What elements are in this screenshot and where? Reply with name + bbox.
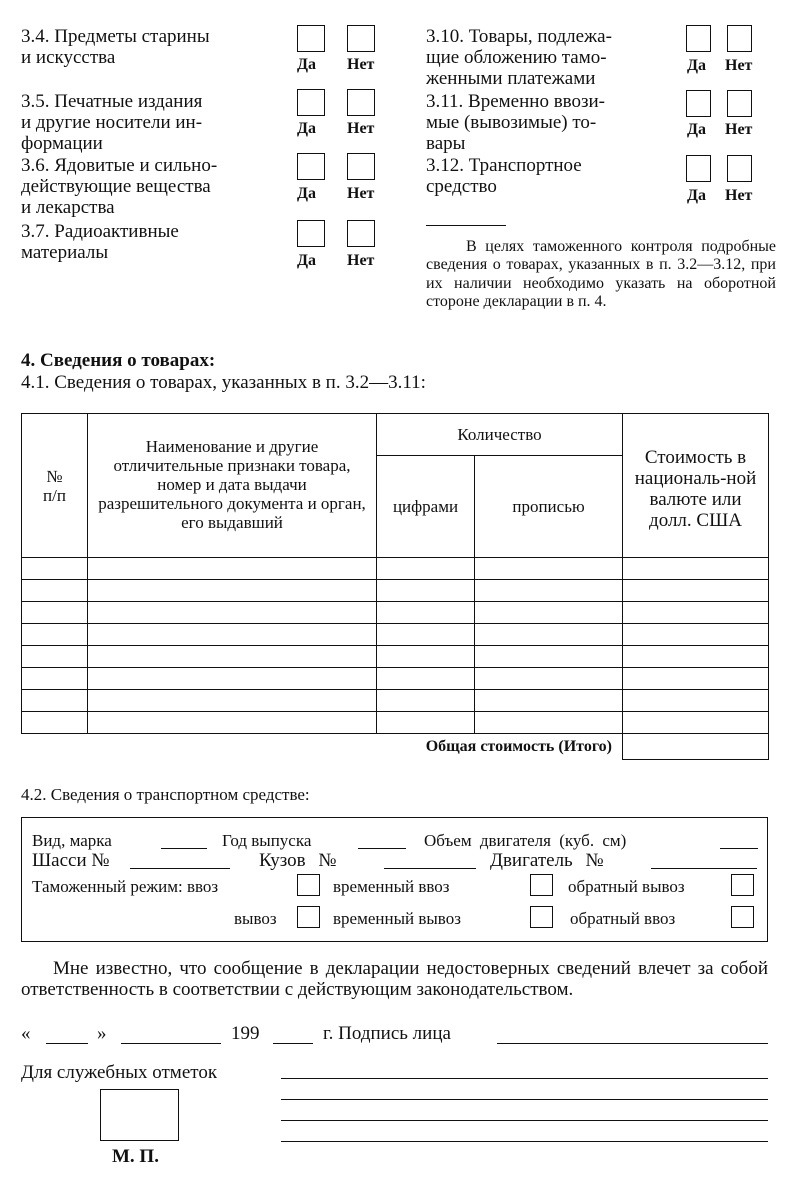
table-row (22, 580, 769, 602)
vehicle-box (21, 817, 768, 942)
yes-label: Да (687, 187, 707, 204)
re-import-label: обратный ввоз (570, 909, 676, 928)
vehicle-volume-label: Объем двигателя (куб. см) (424, 831, 627, 850)
item-3-7-yes-checkbox[interactable] (297, 220, 325, 247)
table-row (22, 558, 769, 580)
vehicle-chassis-label: Шасси № (32, 850, 110, 871)
yes-label: Да (687, 57, 707, 74)
item-3-5-yes-checkbox[interactable] (297, 89, 325, 116)
date-open-quote: « (21, 1023, 31, 1044)
item-3-11-no-checkbox[interactable] (727, 90, 752, 117)
vehicle-chassis-field[interactable] (130, 868, 230, 869)
table-cell[interactable] (623, 646, 769, 668)
table-cell[interactable] (88, 646, 377, 668)
item-3-5-no-checkbox[interactable] (347, 89, 375, 116)
table-cell[interactable] (88, 712, 377, 734)
signature-field[interactable] (497, 1043, 768, 1044)
no-label: Нет (347, 185, 375, 202)
total-label: Общая стоимость (Итого) (425, 738, 613, 756)
item-3-6-yes-checkbox[interactable] (297, 153, 325, 180)
table-cell[interactable] (377, 646, 475, 668)
table-row (22, 646, 769, 668)
col-quantity-header: Количество (377, 414, 623, 456)
footnote: В целях таможенного контроля подробные сведения о товарах, указанных в п. 3.2—3.12, при их наличии необходимо указать на оборотной стороне декларации в п. 4. (426, 238, 776, 311)
table-cell[interactable] (88, 624, 377, 646)
service-marks-label: Для служебных отметок (21, 1062, 218, 1083)
table-cell[interactable] (22, 690, 88, 712)
no-label: Нет (725, 187, 753, 204)
table-cell[interactable] (88, 580, 377, 602)
yes-label: Да (297, 56, 317, 73)
table-cell[interactable] (623, 712, 769, 734)
table-cell[interactable] (88, 668, 377, 690)
table-cell[interactable] (377, 712, 475, 734)
service-line-3[interactable] (281, 1120, 768, 1121)
vehicle-year-label: Год выпуска (222, 831, 312, 850)
temp-export-checkbox[interactable] (530, 906, 553, 928)
yes-label: Да (297, 120, 317, 137)
table-cell[interactable] (22, 602, 88, 624)
table-cell[interactable] (475, 602, 623, 624)
service-line-1[interactable] (281, 1078, 768, 1079)
item-3-12-yes-checkbox[interactable] (686, 155, 711, 182)
re-export-label: обратный вывоз (568, 877, 685, 896)
table-cell[interactable] (22, 668, 88, 690)
table-cell[interactable] (88, 690, 377, 712)
no-label: Нет (347, 252, 375, 269)
total-value-cell[interactable] (623, 734, 769, 760)
no-label: Нет (725, 121, 753, 138)
vehicle-engine-label: Двигатель № (490, 850, 604, 871)
vehicle-kind-field[interactable] (161, 848, 207, 849)
table-cell[interactable] (475, 580, 623, 602)
vehicle-engine-field[interactable] (651, 868, 757, 869)
item-3-4-text: 3.4. Предметы старины и искусства (21, 26, 210, 68)
col-digits-header: цифрами (377, 456, 475, 558)
re-import-checkbox[interactable] (731, 906, 754, 928)
table-cell[interactable] (475, 712, 623, 734)
table-cell[interactable] (475, 668, 623, 690)
table-cell[interactable] (623, 690, 769, 712)
table-row (22, 690, 769, 712)
date-month-field[interactable] (121, 1043, 221, 1044)
item-3-4-yes-checkbox[interactable] (297, 25, 325, 52)
temp-import-label: временный ввоз (333, 877, 450, 896)
table-cell[interactable] (475, 690, 623, 712)
no-label: Нет (347, 56, 375, 73)
table-cell[interactable] (475, 646, 623, 668)
item-3-10-text: 3.10. Товары, подлежа- щие обложению тамо- женными платежами (426, 26, 612, 89)
regime-export-checkbox[interactable] (297, 906, 320, 928)
item-3-12-text: 3.12. Транспортное средство (426, 155, 582, 197)
item-3-6-text: 3.6. Ядовитые и сильно- действующие вещества и лекарства (21, 155, 218, 218)
table-cell[interactable] (377, 690, 475, 712)
temp-export-label: временный вывоз (333, 909, 461, 928)
table-cell[interactable] (623, 668, 769, 690)
item-3-7-text: 3.7. Радиоактивные материалы (21, 221, 179, 263)
service-line-4[interactable] (281, 1141, 768, 1142)
col-number-header: № п/п (22, 414, 88, 558)
vehicle-volume-field[interactable] (720, 848, 758, 849)
regime-import-checkbox[interactable] (297, 874, 320, 896)
table-cell[interactable] (22, 558, 88, 580)
vehicle-body-label: Кузов № (259, 850, 337, 871)
regime-export-label: вывоз (234, 909, 277, 928)
table-cell[interactable] (623, 558, 769, 580)
temp-import-checkbox[interactable] (530, 874, 553, 896)
item-3-11-text: 3.11. Временно ввози- мые (вывозимые) то- вары (426, 91, 606, 154)
signature-label: г. Подпись лица (323, 1023, 451, 1044)
yes-label: Да (297, 185, 317, 202)
item-3-12-no-checkbox[interactable] (727, 155, 752, 182)
table-cell[interactable] (88, 602, 377, 624)
vehicle-year-field[interactable] (358, 848, 406, 849)
stamp-label: М. П. (112, 1146, 159, 1167)
table-cell[interactable] (623, 624, 769, 646)
date-year-field[interactable] (273, 1043, 313, 1044)
col-name-header: Наименование и другие отличительные признаки товара, номер и дата выдачи разрешительного документа и орган, его выдавший (88, 414, 377, 558)
item-3-4-no-checkbox[interactable] (347, 25, 375, 52)
table-cell[interactable] (377, 558, 475, 580)
table-cell[interactable] (475, 558, 623, 580)
table-cell[interactable] (22, 580, 88, 602)
item-3-6-no-checkbox[interactable] (347, 153, 375, 180)
date-year-prefix: 199 (231, 1023, 260, 1044)
yes-label: Да (297, 252, 317, 269)
table-cell[interactable] (377, 602, 475, 624)
regime-import-label: Таможенный режим: ввоз (32, 877, 219, 896)
item-3-10-no-checkbox[interactable] (727, 25, 752, 52)
table-row (22, 712, 769, 734)
table-cell[interactable] (22, 624, 88, 646)
table-cell[interactable] (377, 668, 475, 690)
col-words-header: прописью (475, 456, 623, 558)
date-day-field[interactable] (46, 1043, 88, 1044)
table-cell[interactable] (377, 580, 475, 602)
vehicle-kind-label: Вид, марка (32, 831, 112, 850)
service-line-2[interactable] (281, 1099, 768, 1100)
table-row (22, 624, 769, 646)
table-cell[interactable] (22, 712, 88, 734)
vehicle-section-title: 4.2. Сведения о транспортном средстве: (21, 785, 310, 804)
stamp-box[interactable] (100, 1089, 179, 1141)
table-cell[interactable] (22, 646, 88, 668)
yes-label: Да (687, 121, 707, 138)
table-row (22, 602, 769, 624)
table-cell[interactable] (377, 624, 475, 646)
item-3-7-no-checkbox[interactable] (347, 220, 375, 247)
re-export-checkbox[interactable] (731, 874, 754, 896)
table-cell[interactable] (475, 624, 623, 646)
date-close-quote: » (97, 1023, 107, 1044)
table-cell[interactable] (88, 558, 377, 580)
declaration-text: Мне известно, что сообщение в декларации недостоверных сведений влечет за собой ответственность в соответствии с действующим законодательством. (21, 958, 768, 1000)
vehicle-body-field[interactable] (384, 868, 476, 869)
section-4-title: 4. Сведения о товарах: (21, 350, 216, 371)
table-cell[interactable] (623, 580, 769, 602)
no-label: Нет (347, 120, 375, 137)
item-3-11-yes-checkbox[interactable] (686, 90, 711, 117)
item-3-10-yes-checkbox[interactable] (686, 25, 711, 52)
goods-table (21, 413, 769, 760)
footnote-divider (426, 225, 506, 226)
table-cell[interactable] (623, 602, 769, 624)
item-3-5-text: 3.5. Печатные издания и другие носители ин- формации (21, 91, 203, 154)
no-label: Нет (725, 57, 753, 74)
section-4-1-title: 4.1. Сведения о товарах, указанных в п. 3.2—3.11: (21, 372, 426, 393)
table-row (22, 668, 769, 690)
col-cost-header: Стоимость в националь-ной валюте или долл. США (623, 414, 769, 558)
